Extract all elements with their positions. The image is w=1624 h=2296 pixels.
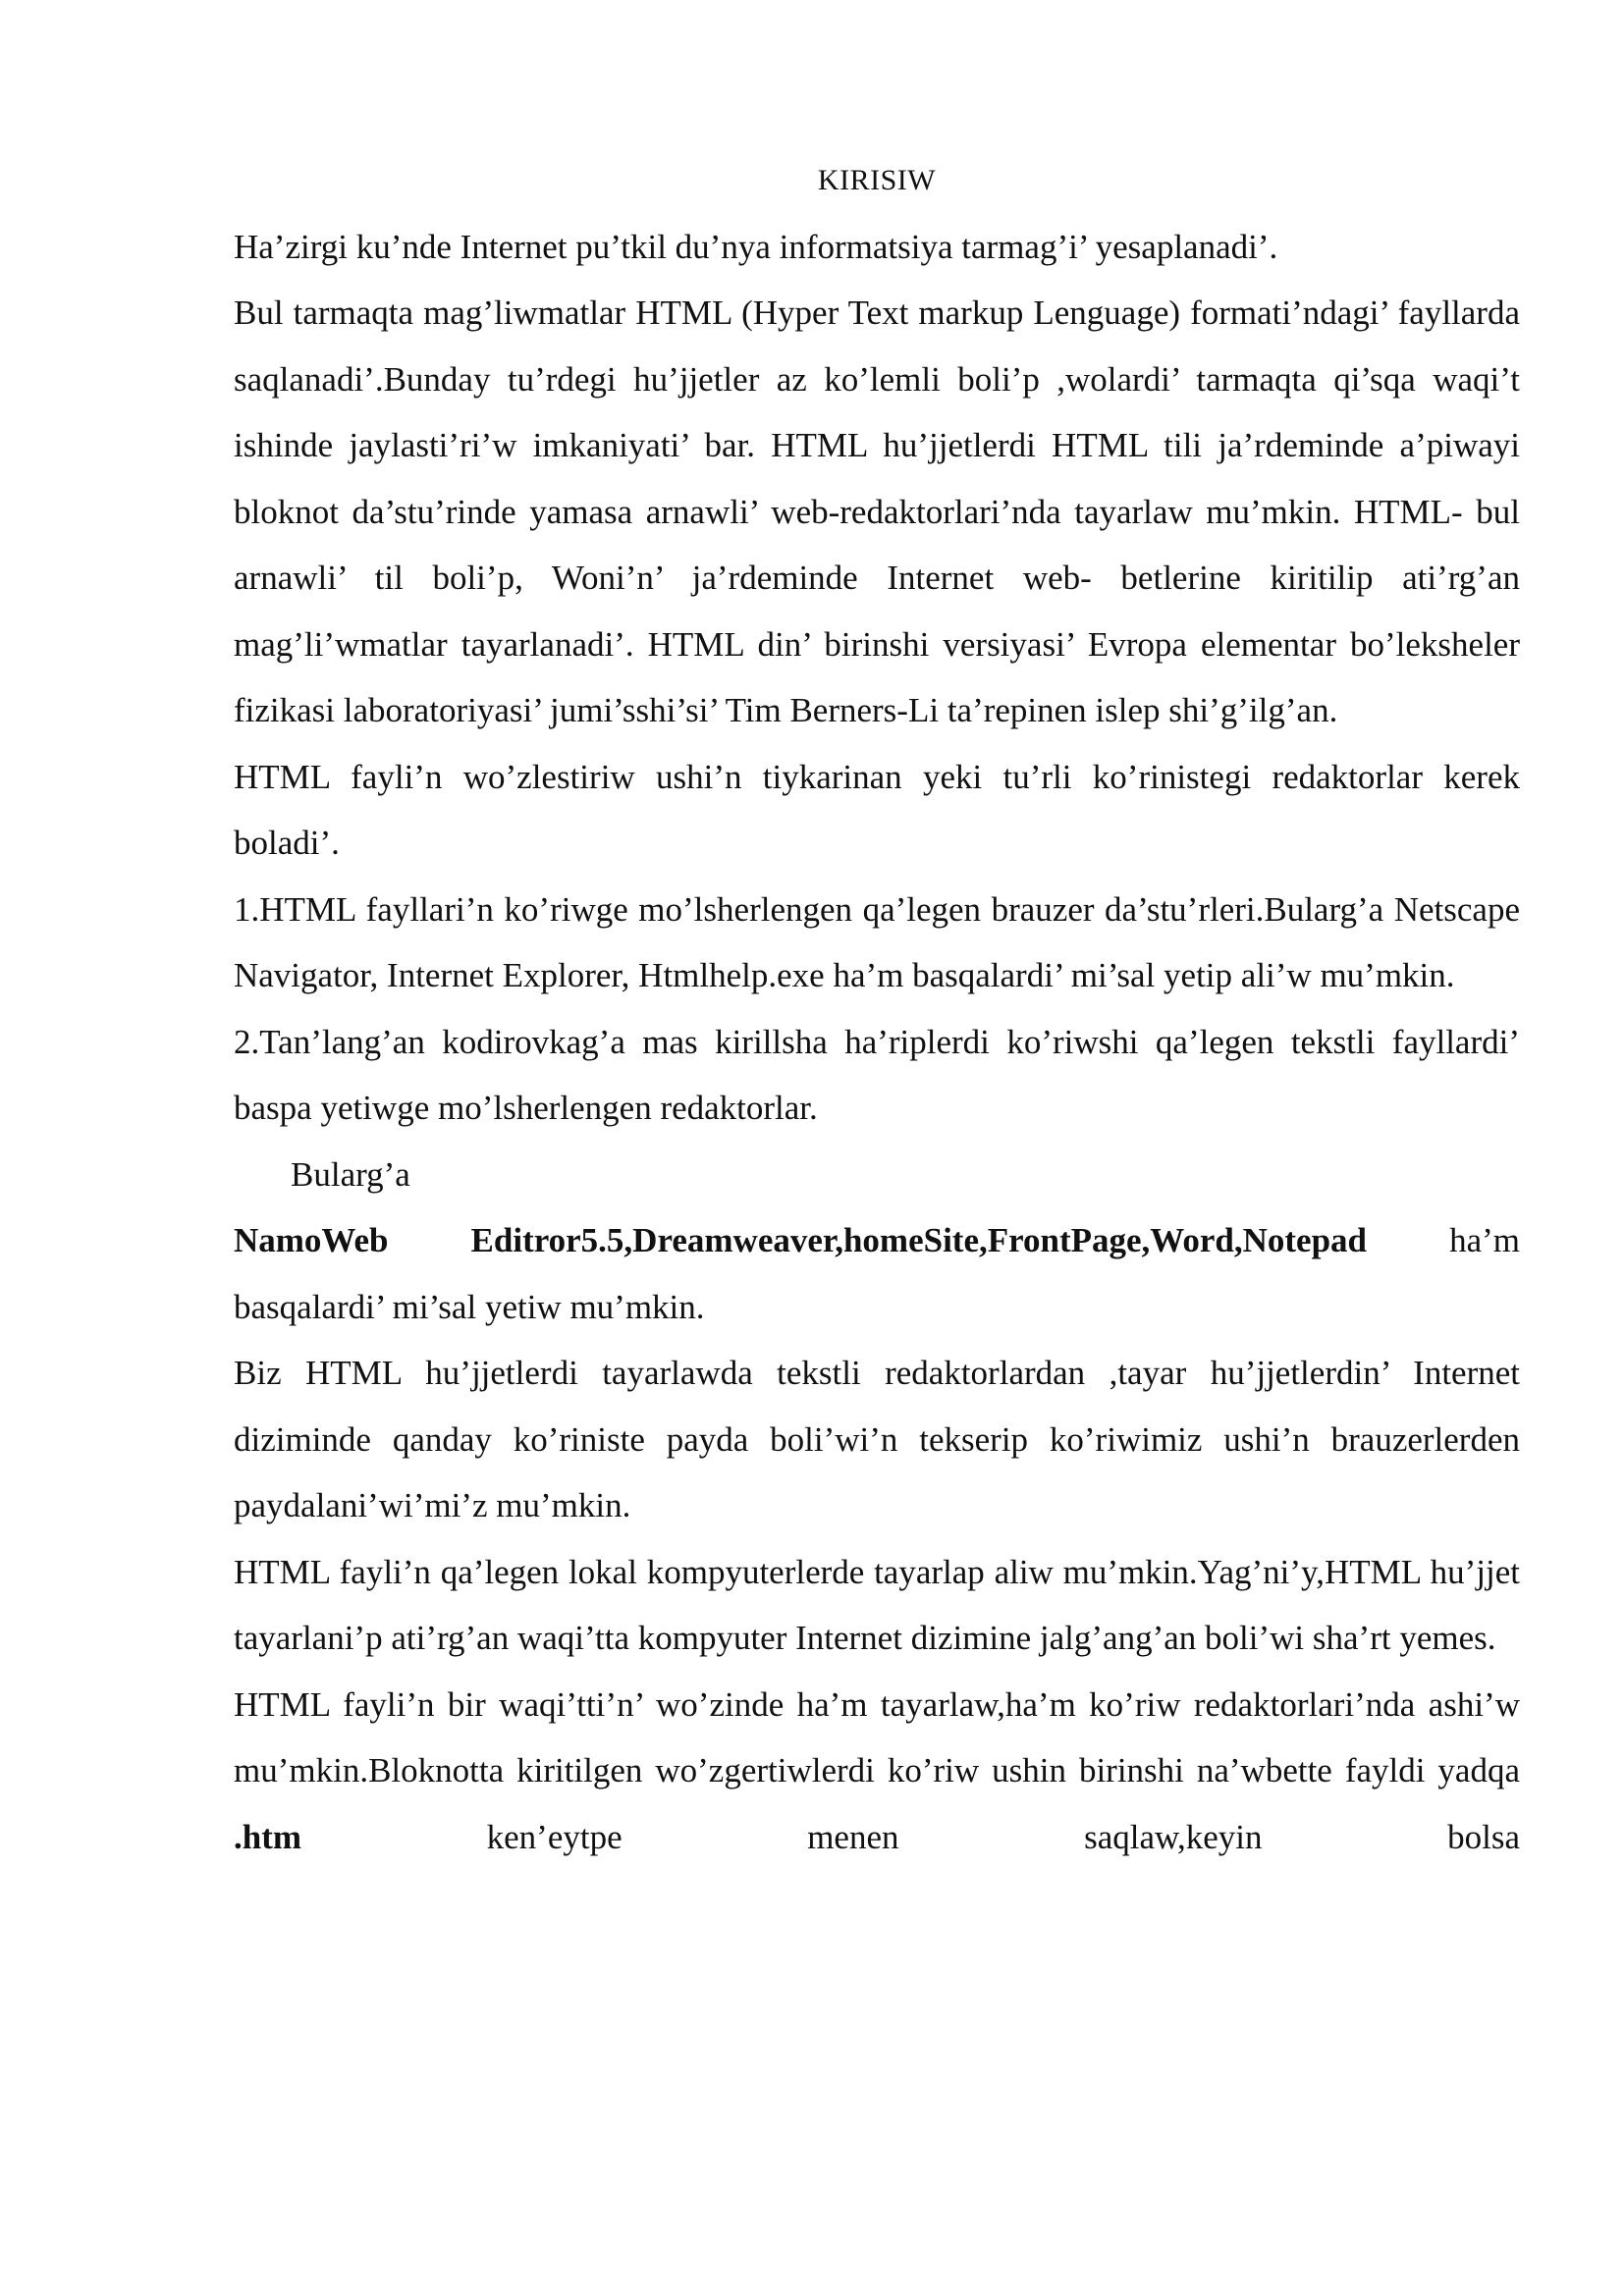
paragraph-intro: Ha’zirgi ku’nde Internet pu’tkil du’nya informatsiya tarmag’i’ yesaplanadi’. bbox=[234, 227, 1278, 266]
paragraph-browser-usage: Biz HTML hu’jjetlerdi tayarlawda tekstli redaktorlardan ,tayar hu’jjetlerdin’ Internet diziminde qanday ko’riniste payda boli’wi’n tekserip ko’riwimiz ushi’n brauzerlerden paydalani’wi’mi’z mu’mkin. bbox=[234, 1354, 1520, 1524]
document-title: KIRISIW bbox=[817, 164, 937, 196]
paragraph-save-htm bbox=[234, 1672, 1520, 1871]
paragraph-html-description: Bul tarmaqta mag’liwmatlar HTML (Hyper Text markup Lenguage) formati’ndagi’ fayllarda saqlanadi’.Bunday tu’rdegi hu’jjetler az ko’lemli boli’p ,wolardi’ tarmaqta qi’sqa waqi’t ishinde jaylasti’ri’w imkaniyati’ bar. HTML hu’jjetlerdi HTML tili ja’rdeminde a’piwayi bloknot da’stu’rinde yamasa arnawli’ web-redaktorlari’nda tayarlaw mu’mkin. HTML- bul arnawli’ til boli’p, Woni’n’ ja’rdeminde Internet web- betlerine kiritilip ati’rg’an mag’li’wmatlar tayarlanadi’. HTML din’ birinshi versiyasi’ Evropa elementar bo’leksheler fizikasi laboratoriyasi’ jumi’sshi’si’ Tim Berners-Li ta’repinen islep shi’g’ilg’an. bbox=[234, 294, 1520, 729]
save-htm-text-before: HTML fayli’n bir waqi’tti’n’ wo’zinde ha’m tayarlaw,ha’m ko’riw redaktorlari’nda ashi’w mu’mkin.Bloknotta kiritilgen wo’zgertiwlerdi ko’riw ushin birinshi na’wbette fayldi yadqa bbox=[234, 1684, 1520, 1789]
paragraph-examples-lead: Bularg’a bbox=[291, 1154, 410, 1194]
paragraph-browsers: 1.HTML fayllari’n ko’riwge mo’lsherlengen qa’legen brauzer da’stu’rleri.Bularg’a Netscape Navigator, Internet Explorer, Htmlhelp.exe ha’m basqalardi’ mi’sal yetip ali’w mu’mkin. bbox=[234, 889, 1520, 994]
editor-names-bold: NamoWeb Editror5.5,Dreamweaver,homeSite,FrontPage,Word,Notepad bbox=[234, 1221, 1368, 1259]
document-body bbox=[234, 147, 1520, 1870]
htm-extension-bold: .htm bbox=[234, 1817, 302, 1856]
paragraph-editor-list bbox=[234, 1207, 1520, 1340]
save-htm-text-after: ken’eytpe menen saqlaw,keyin bolsa bbox=[301, 1817, 1520, 1856]
paragraph-editors-intro: HTML fayli’n wo’zlestiriw ushi’n tiykarinan yeki tu’rli ko’rinistegi redaktorlar kerek boladi’. bbox=[234, 757, 1520, 862]
paragraph-text-editors: 2.Tan’lang’an kodirovkag’a mas kirillsha ha’riplerdi ko’riwshi qa’legen tekstli fayllardi’ baspa yetiwge mo’lsherlengen redaktorlar. bbox=[234, 1022, 1520, 1127]
paragraph-local-preparation: HTML fayli’n qa’legen lokal kompyuterlerde tayarlap aliw mu’mkin.Yag’ni’y,HTML hu’jjet tayarlani’p ati’rg’an waqi’tta kompyuter Internet dizimine jalg’ang’an boli’wi sha’rt yemes. bbox=[234, 1552, 1520, 1657]
editor-list-rest: ha’m basqalardi’ mi’sal yetiw mu’mkin. bbox=[234, 1221, 1520, 1326]
